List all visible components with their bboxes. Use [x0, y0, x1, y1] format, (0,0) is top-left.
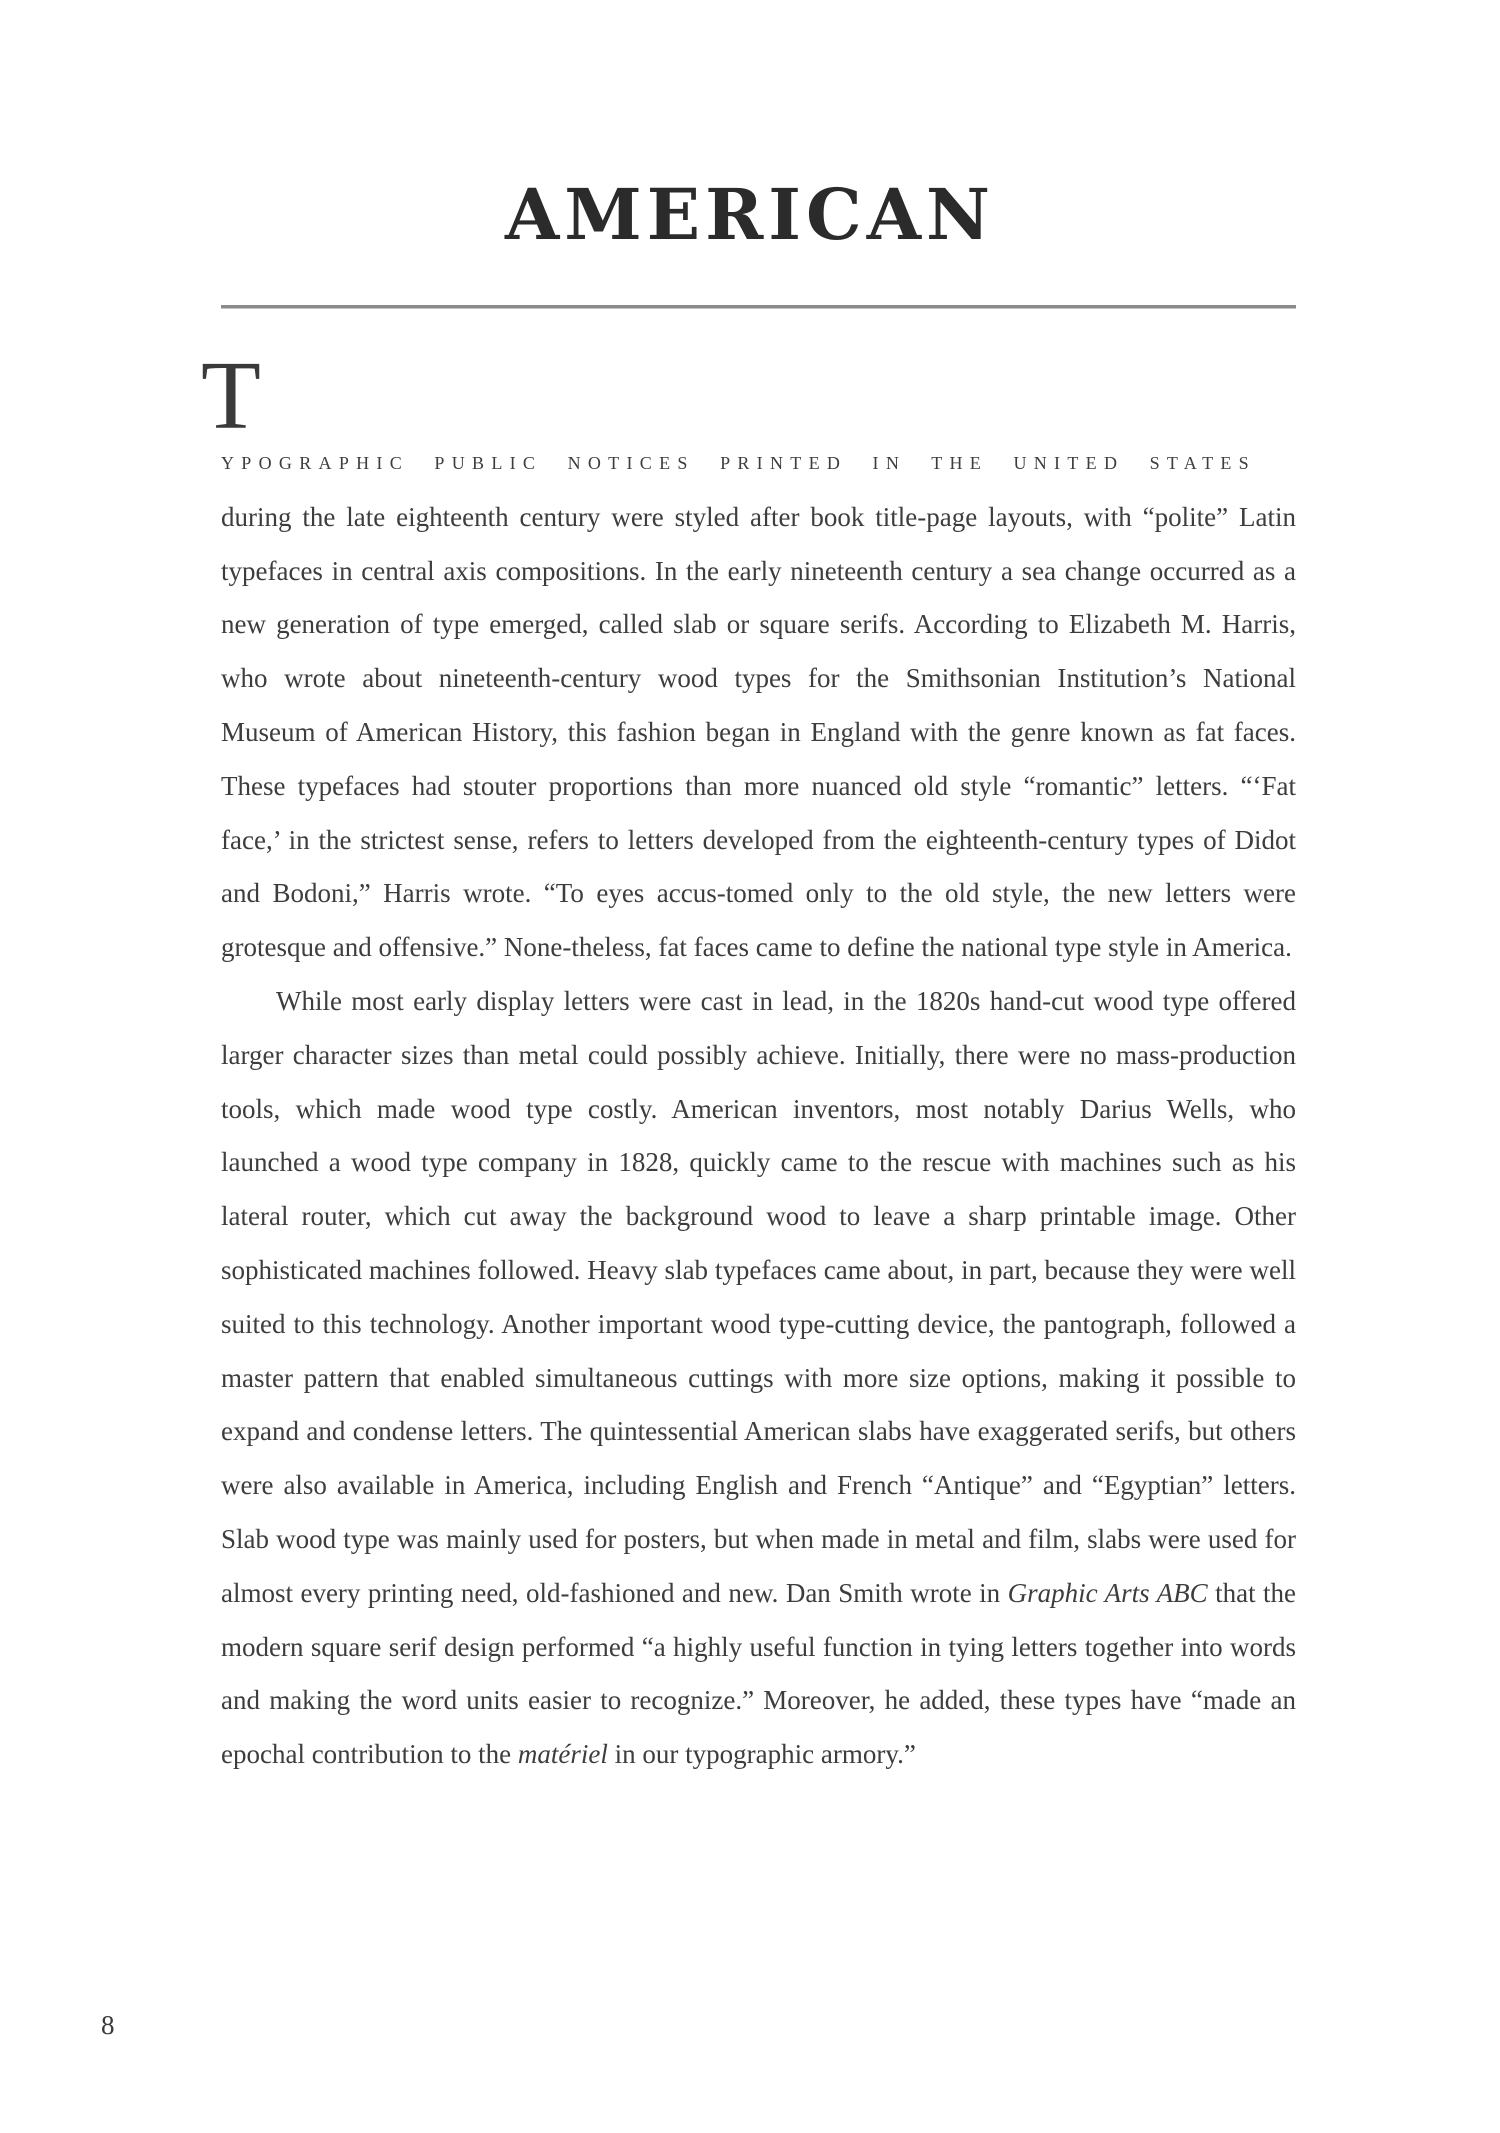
paragraph-1 — [201, 342, 1296, 975]
book-title-italic: Graphic Arts ABC — [1007, 1577, 1208, 1608]
page-number: 8 — [101, 2010, 115, 2040]
article-body — [201, 342, 1297, 1782]
paragraph-1-text: during the late eighteenth century were styled after book title-page layouts, with “polite” Latin typefaces in central axis compositions. In the early nineteenth century a sea change occurred as a new generation of type emerged, called slab or square serifs. According to Elizabeth M. Harris, who wrote about nineteenth-century wood types for the Smithsonian Institution’s National Museum of American History, this fashion began in England with the genre known as fat faces. These typefaces had stouter proportions than more nuanced old style “romantic” letters. “‘Fat face,’ in the strictest sense, refers to letters developed from the eighteenth-century types of Didot and Bodoni,” Harris wrote. “To eyes accus-tomed only to the old style, the new letters were grotesque and offensive.” None-theless, fat faces came to define the national type style in America. — [221, 501, 1296, 963]
paragraph-2-text-c: in our typographic armory.” — [614, 1739, 916, 1770]
materiel-italic: matériel — [517, 1739, 608, 1770]
lead-in-smallcaps: YPOGRAPHIC PUBLIC NOTICES PRINTED IN THE UNITED STATES — [221, 453, 1256, 473]
drop-cap: T — [201, 342, 261, 450]
paragraph-2-text-b: that the modern square serif design performed “a highly useful function in tying letters together into words and making the word units easier to recognize.” Moreover, he added, these types have “made an epochal contribution to the — [221, 1577, 1297, 1770]
paragraph-2 — [221, 975, 1296, 1782]
page-title: AMERICAN — [504, 173, 996, 256]
title-divider — [221, 305, 1296, 309]
paragraph-2-text-a: While most early display letters were cast in lead, in the 1820s hand-cut wood type offered larger character sizes than metal could possibly achieve. Initially, there were no mass-production tools, which made wood type costly. American inventors, most notably Darius Wells, who launched a wood type company in 1828, quickly came to the rescue with machines such as his lateral router, which cut away the background wood to leave a sharp printable image. Other sophisticated machines followed. Heavy slab typefaces came about, in part, because they were well suited to this technology. Another important wood type-cutting device, the pantograph, followed a master pattern that enabled simultaneous cuttings with more size options, making it possible to expand and condense letters. The quintessential American slabs have exaggerated serifs, but others were also available in America, including English and French “Antique” and “Egyptian” letters. Slab wood type was mainly used for posters, but when made in metal and film, slabs were used for almost every printing need, old-fashioned and new. Dan Smith wrote in — [221, 985, 1296, 1608]
